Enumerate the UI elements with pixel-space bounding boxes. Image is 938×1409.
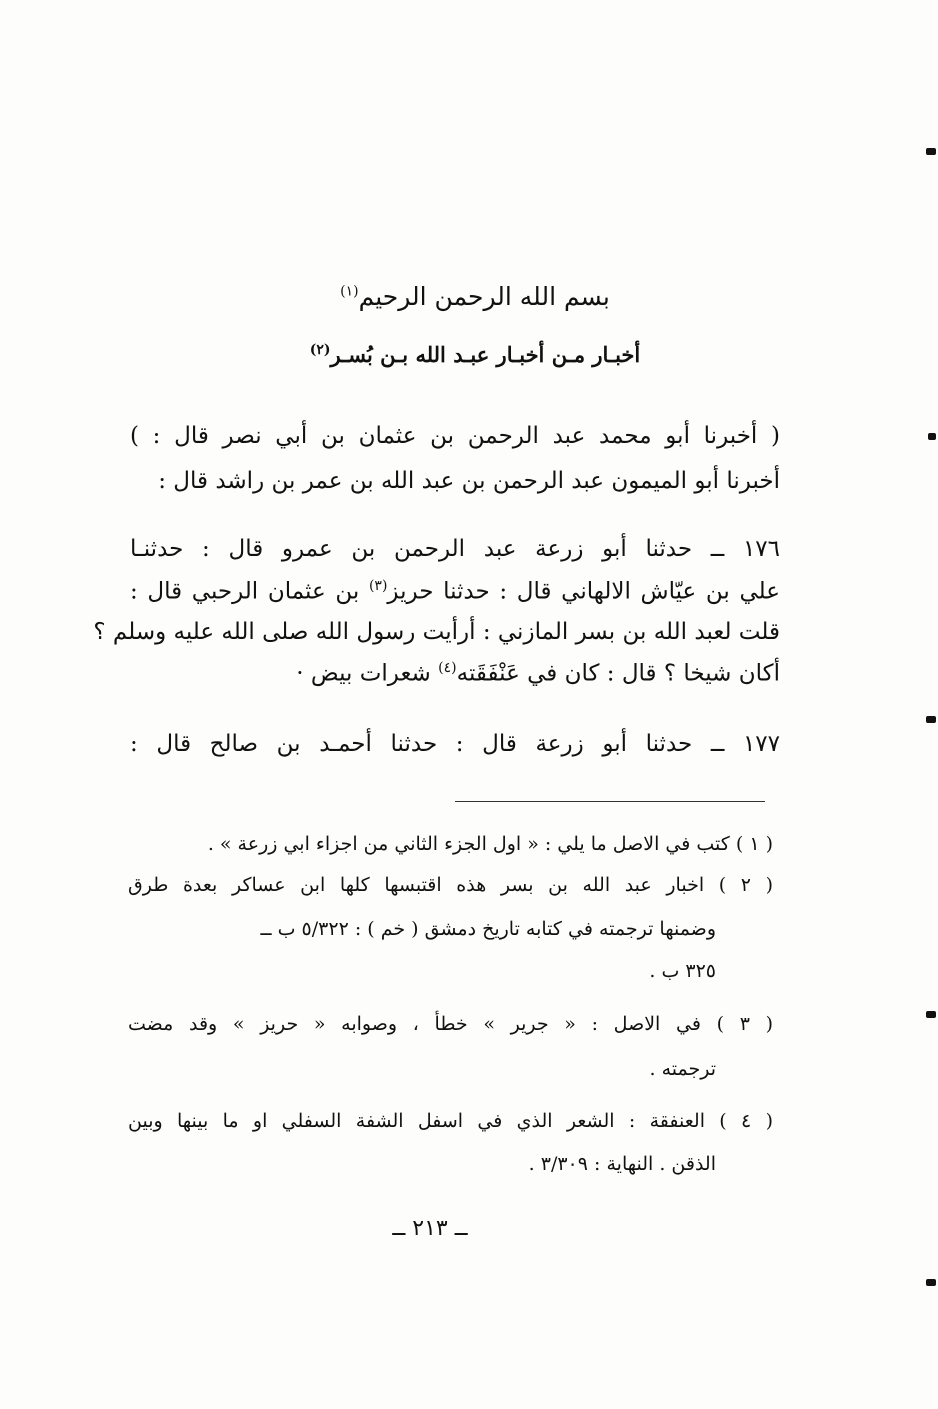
footnote-4-cont: الذقن . النهاية : ٣/٣٠٩ . <box>528 1153 716 1175</box>
margin-mark <box>926 1011 936 1018</box>
footnote-2-cont: ٣٢٥ ب . <box>649 960 716 982</box>
footnote-1: ( ١ ) كتب في الاصل ما يلي : « اول الجزء الثاني من اجزاء ابي زرعة » . <box>207 833 773 855</box>
footnote-ref: (١) <box>340 283 359 300</box>
isnad-line: أخبرنا أبو الميمون عبد الرحمن بن عبد الله بن عمر بن راشد قال : <box>158 468 780 494</box>
margin-mark <box>926 1279 936 1286</box>
chapter-title: أخبـار مـن أخبـار عبـد الله بـن بُسـر$^{(٢)}$ <box>309 342 641 367</box>
isnad-line: ( أخبرنا أبو محمد عبد الرحمن بن عثمان بن أبي نصر قال : ) <box>130 423 780 449</box>
footnote-separator <box>455 801 765 802</box>
page-number: ــ ٢١٣ ــ <box>392 1216 468 1241</box>
footnote-3: ( ٣ ) في الاصل : « جرير » خطأ ، وصوابه « حريز » وقد مضت <box>128 1013 773 1035</box>
hadith-177-line: ١٧٧ ــ حدثنا أبو زرعة قال : حدثنا أحمـد بن صالح قال : <box>130 731 780 757</box>
footnote-ref: (٢) <box>309 342 331 358</box>
hadith-176-line: علي بن عيّاش الالهاني قال : حدثنا حريز$^{(٣)}$ بن عثمان الرحبي قال : <box>130 578 780 605</box>
basmala: بسم الله الرحمن الرحيم$^{(١)}$ <box>340 282 610 311</box>
margin-mark <box>926 716 936 723</box>
hadith-176-line: قلت لعبد الله بن بسر المازني : أرأيت رسول الله صلى الله عليه وسلم ؟ <box>93 619 780 645</box>
footnote-2: ( ٢ ) اخبار عبد الله بن بسر هذه اقتبسها كلها ابن عساكر بعدة طرق <box>128 874 773 896</box>
footnote-ref: (٤) <box>438 660 457 676</box>
hadith-176-line: أكان شيخا ؟ قال : كان في عَنْفَقَته$^{(٤)}$ شعرات بيض · <box>296 660 780 687</box>
margin-mark <box>926 148 936 155</box>
footnote-2-cont: وضمنها ترجمته في كتابه تاريخ دمشق ( خم ) : ٥/٣٢٢ ب ــ <box>260 918 716 940</box>
footnote-4: ( ٤ ) العنفقة : الشعر الذي في اسفل الشفة السفلي او ما بينها وبين <box>128 1110 774 1132</box>
margin-mark <box>928 433 936 440</box>
footnote-ref: (٣) <box>368 578 388 594</box>
hadith-176-line: ١٧٦ ــ حدثنا أبو زرعة عبد الرحمن بن عمرو قال : حدثنـا <box>130 536 780 562</box>
footnote-3-cont: ترجمته . <box>649 1058 716 1080</box>
